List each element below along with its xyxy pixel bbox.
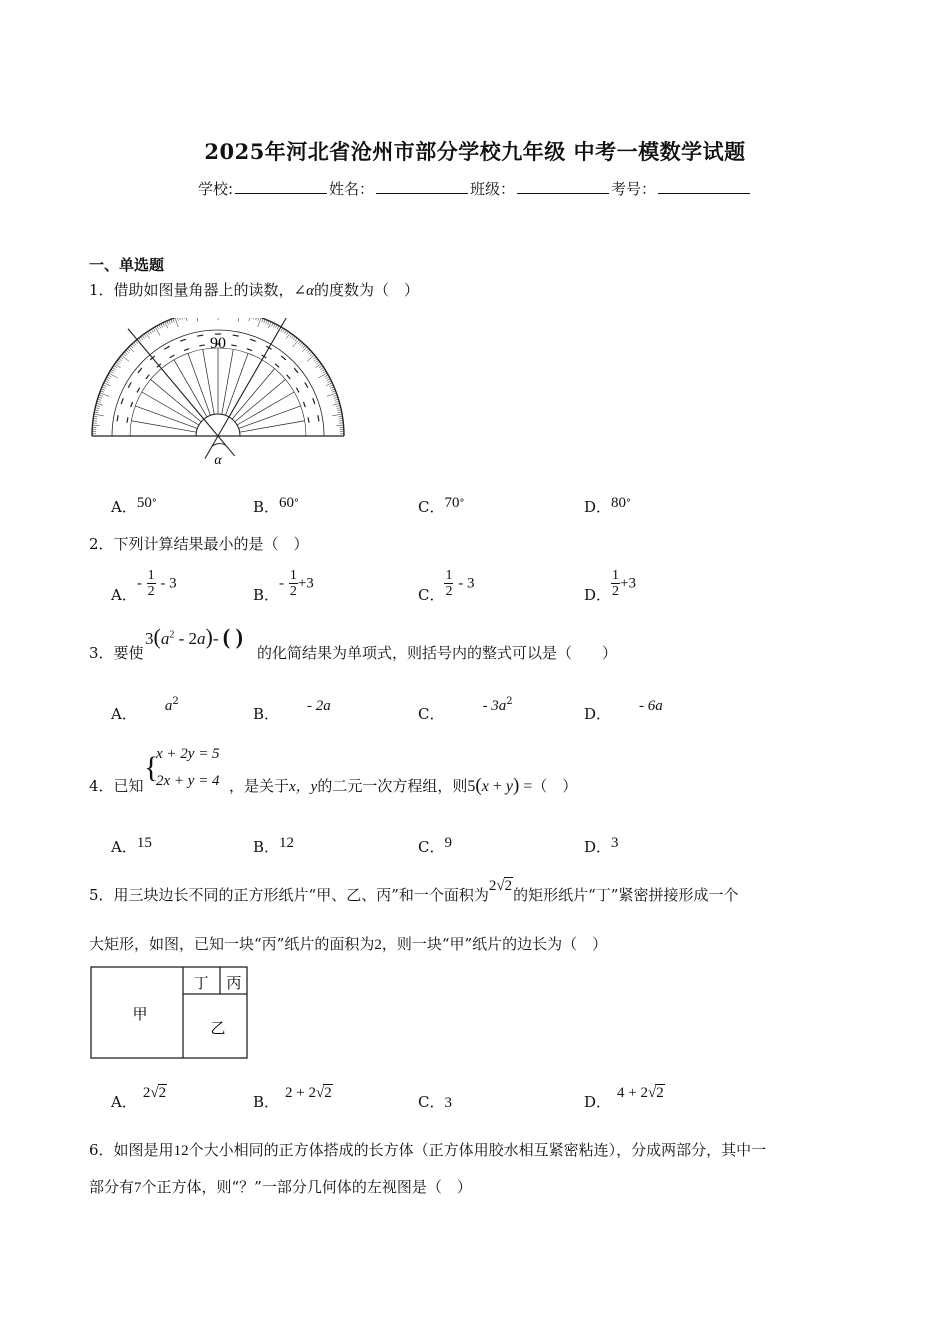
question-3-tail: 的化简结果为单项式，则括号内的整式可以是（ ） [257,644,618,662]
question-number: 5． [89,886,114,904]
page-title: 2025年河北省沧州市部分学校九年级 中考一模数学试题 [204,139,746,164]
system-brace: { [144,751,159,784]
fraction: $\frac{1}{2}$ [147,568,155,599]
option-label: D． [584,1093,612,1111]
option-label: B． [253,1093,280,1111]
number-label: 考号： [611,180,657,198]
option-tail: - 3 [160,575,177,592]
option-label: C． [418,498,445,516]
q3-option-c[interactable]: C． - $3a^2$ [418,696,513,723]
fraction: $\frac{1}{2}$ [612,568,620,599]
angle-alpha-symbol: ∠α [293,283,315,299]
question-number: 3． [89,644,114,662]
option-value: 50 [136,495,152,511]
question-text: 的度数为（ ） [314,281,420,299]
question-6-line-1: 6．如图是用12个大小相同的正方体搭成的长方体（正方体用胶水相互紧密粘连），分成两部分，其中一 [89,1141,767,1159]
q1-option-a[interactable] [111,496,157,517]
question-number: 2． [89,535,114,553]
minus-sign: - [136,575,142,592]
fraction: $\frac{1}{2}$ [289,568,297,599]
q3-option-b[interactable] [253,698,331,724]
option-value: 3 [444,1095,452,1111]
label-ding: 丁 [193,974,209,992]
degree-symbol: ° [151,498,157,509]
question-4-tail: ，是关于x，y的二元一次方程组，则5(x + y) =（ ） [229,775,578,796]
equation-2: 2x + y = 4 [156,773,220,789]
protractor-figure [88,318,350,470]
q4-option-a[interactable] [111,836,152,857]
option-label: A． [111,1093,137,1111]
q3-option-a[interactable]: A． $a^2$ [111,696,179,723]
section-heading: 一、单选题 [89,256,165,274]
q5-option-c[interactable] [418,1091,452,1112]
option-tail: +3 [620,575,636,592]
option-label: B． [253,705,280,723]
option-label: C． [418,705,445,723]
question-5-line-2: 大矩形，如图，已知一块“丙”纸片的面积为2，则一块“甲”纸片的边长为（ ） [89,935,608,953]
school-blank[interactable] [235,179,327,194]
number-blank[interactable] [658,179,750,194]
question-text: 借助如图量角器上的读数， [113,281,294,299]
degree-symbol: ° [626,498,632,509]
label-bing: 丙 [226,974,242,992]
option-label: A． [111,585,137,604]
question-3 [89,642,144,663]
option-label: B． [253,498,280,516]
option-tail: +3 [297,575,314,592]
q4-option-c[interactable] [418,836,452,857]
option-label: C． [418,1093,445,1111]
option-label: C． [418,585,445,604]
option-label: B． [253,585,280,604]
question-text: 已知 [113,777,144,795]
option-value: 3 [611,835,619,851]
degree-symbol: ° [294,498,300,509]
degree-symbol: ° [459,498,465,509]
question-number: 4． [89,777,114,795]
q5-option-a[interactable]: A． 2√2 [111,1085,167,1111]
class-blank[interactable] [517,179,609,194]
q1-option-c[interactable] [418,496,464,517]
option-value: - 2a [307,698,331,714]
option-label: A． [111,705,137,723]
name-blank[interactable] [376,179,468,194]
name-label: 姓名： [329,180,375,198]
question-4 [89,775,144,796]
option-label: A． [111,498,137,516]
class-label: 班级： [470,180,516,198]
protractor-90-label: 90 [210,335,226,352]
equation-1: x + 2y = 5 [156,746,220,762]
option-tail: - 3 [458,575,475,592]
question-number: 6． [89,1141,114,1159]
option-label: A． [111,838,137,856]
student-info-line [0,178,950,199]
q1-option-b[interactable] [253,496,299,517]
option-value: 60 [279,495,295,511]
option-value: 9 [444,835,452,851]
q3-expression: $3(a^2 - 2a)-$ ( ) [145,624,243,649]
rectangle-tiling-figure [89,965,251,1061]
question-2 [89,533,309,554]
label-yi: 乙 [210,1019,226,1037]
option-label: C． [418,838,445,856]
fraction: $\frac{1}{2}$ [445,568,453,599]
option-value: 70 [444,495,460,511]
q3-option-d[interactable] [584,698,663,724]
option-value: - 3a [482,698,507,714]
option-label: D． [584,705,612,723]
option-label: D． [584,498,612,516]
question-number: 1． [89,281,114,299]
option-value: a [164,698,173,714]
q4-option-b[interactable] [253,836,294,857]
question-text: 下列计算结果最小的是（ ） [113,535,309,553]
q5-option-b[interactable]: B． 2 + 2√2 [253,1085,332,1111]
minus-sign: - [279,575,285,592]
option-value: 80 [611,495,627,511]
q5-option-d[interactable]: D． 4 + 2√2 [584,1085,664,1111]
option-label: B． [253,838,280,856]
q2-option-d[interactable] [584,568,636,604]
q2-option-c[interactable] [418,568,475,604]
question-5-line-1: 5．用三块边长不同的正方形纸片“甲、乙、丙”和一个面积为2√2的矩形纸片“丁”紧密拼接形成一个 [89,878,739,904]
option-value: - 6a [639,698,663,714]
q2-option-b[interactable] [253,568,314,604]
school-label: 学校: [197,180,233,198]
protractor-alpha-label: α [214,453,222,468]
question-6-line-2: 部分有7个正方体，则“？”一部分几何体的左视图是（ ） [89,1178,472,1196]
question-1 [89,279,419,300]
option-value: 15 [136,835,152,851]
q4-option-d[interactable] [584,836,619,857]
q1-option-d[interactable] [584,496,631,517]
option-label: D． [584,585,612,604]
question-text: 要使 [113,644,144,662]
option-value: 12 [279,835,295,851]
q2-option-a[interactable] [111,568,177,604]
option-label: D． [584,838,612,856]
label-jia: 甲 [132,1005,148,1023]
